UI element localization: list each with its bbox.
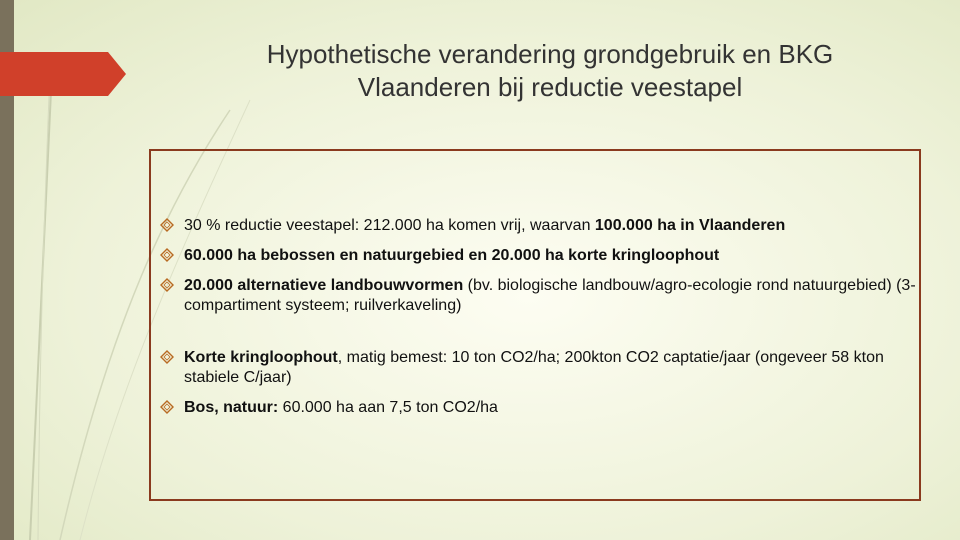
diamond-outline-icon bbox=[160, 278, 174, 292]
bullet-bold: 60.000 ha bebossen en natuurgebied en 20.000 ha korte kringloophout bbox=[184, 247, 720, 264]
accent-arrow-tab bbox=[0, 0, 130, 100]
bullet-bold: 20.000 alternatieve landbouwvormen bbox=[184, 277, 464, 294]
title-line-2: Vlaanderen bij reductie veestapel bbox=[357, 72, 743, 102]
bullet-item bbox=[160, 398, 920, 418]
bullet-bold: Bos, natuur: bbox=[184, 399, 279, 416]
bullet-bold: 100.000 ha in Vlaanderen bbox=[594, 217, 786, 234]
bullet-list bbox=[160, 216, 920, 418]
diamond-outline-icon bbox=[160, 350, 174, 364]
bullet-item bbox=[160, 276, 920, 316]
diamond-outline-icon bbox=[160, 248, 174, 262]
bullet-item bbox=[160, 216, 920, 236]
slide-title bbox=[200, 38, 900, 104]
bullet-text: 60.000 ha aan 7,5 ton CO2/ha bbox=[278, 399, 498, 416]
diamond-outline-icon bbox=[160, 218, 174, 232]
bullet-text: , matig bemest: 10 ton CO2/ha; 200kton CO2 captatie/jaar (ongeveer 58 kton stabiele C/jaar) bbox=[184, 349, 884, 386]
bullet-item bbox=[160, 246, 920, 266]
bullet-text: 30 % reductie veestapel: 212.000 ha komen vrij, waarvan bbox=[184, 217, 595, 234]
bullet-bold: Korte kringloophout bbox=[184, 349, 338, 366]
bullet-item bbox=[160, 348, 920, 388]
title-line-1: Hypothetische verandering grondgebruik en BKG bbox=[266, 39, 834, 69]
diamond-outline-icon bbox=[160, 400, 174, 414]
bullet-text: (bv. biologische landbouw/agro-ecologie rond natuurgebied) (3-compartiment systeem; ruilverkaveling) bbox=[184, 277, 916, 314]
